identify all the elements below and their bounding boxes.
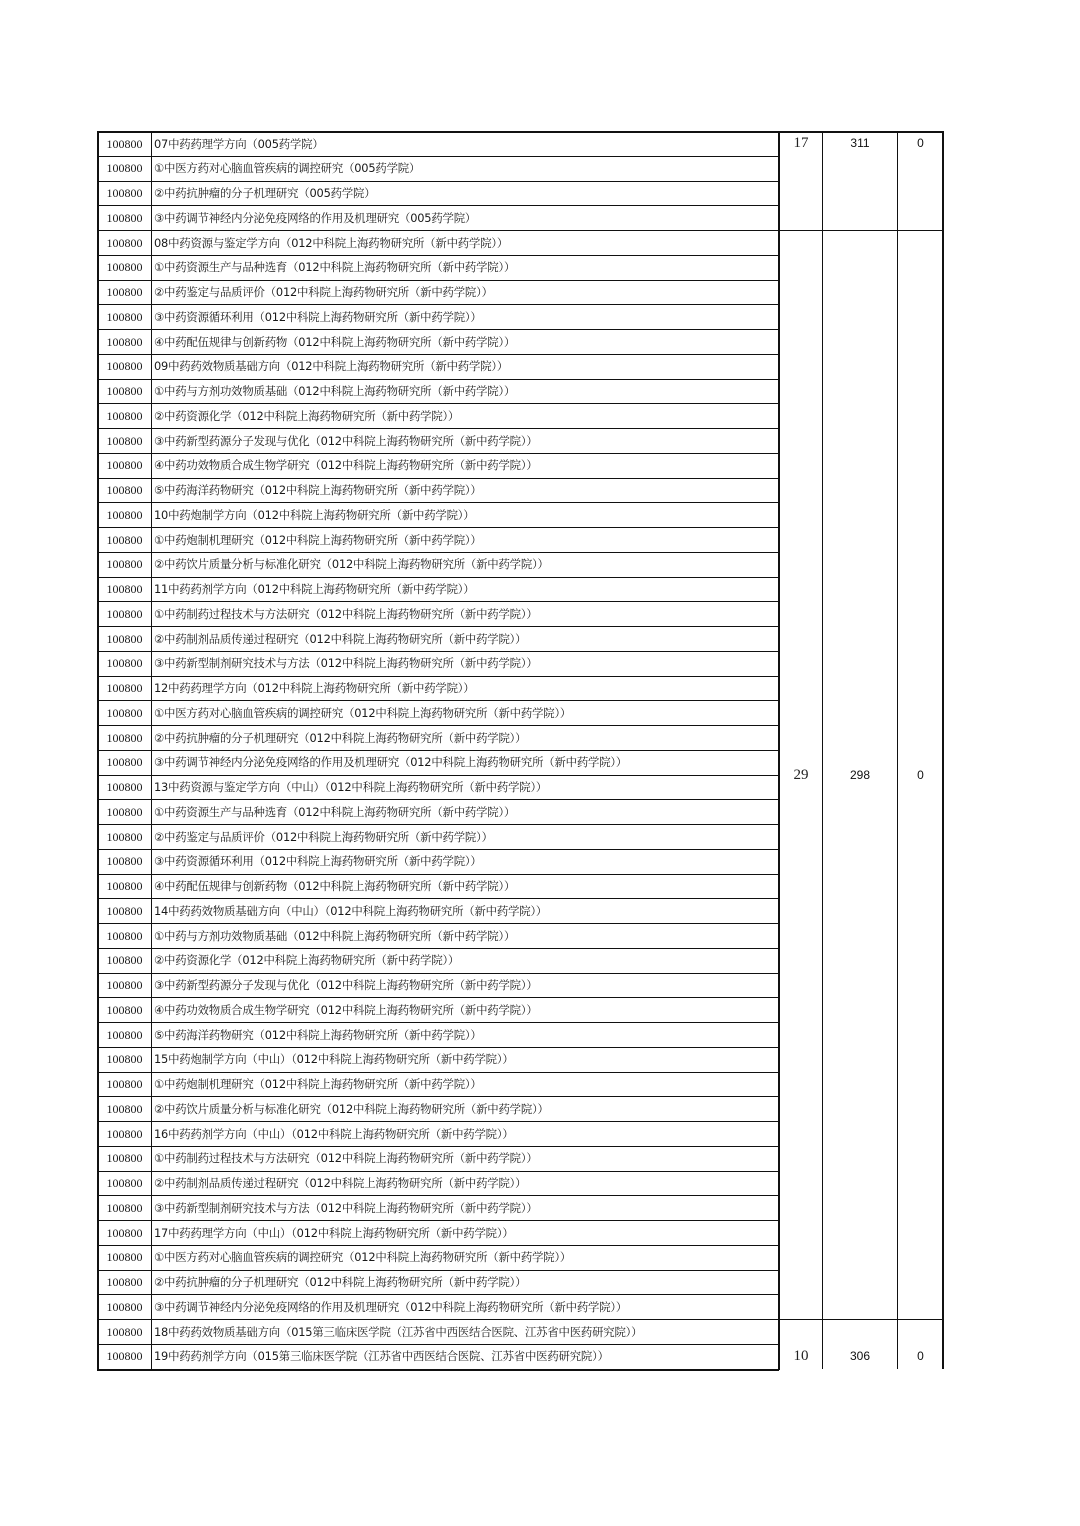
- h-gridline: [97, 1022, 779, 1023]
- h-gridline: [97, 824, 779, 825]
- h-gridline: [97, 651, 779, 652]
- table-row-name: 16中药药剂学方向（中山）（012中科院上海药物研究所（新中药学院））: [154, 1126, 514, 1141]
- table-row-code: 100800: [106, 557, 143, 572]
- table-row-code: 100800: [106, 1126, 143, 1141]
- h-gridline: [97, 1195, 779, 1196]
- table-row-name: 07中药药理学方向（005药学院）: [154, 136, 324, 151]
- table-row-code: 100800: [106, 1349, 143, 1364]
- table-row-code: 100800: [106, 507, 143, 522]
- table-row-name: ③中药新型药源分子发现与优化（012中科院上海药物研究所（新中药学院））: [154, 978, 538, 992]
- table-row-name: ①中药制药过程技术与方法研究（012中科院上海药物研究所（新中药学院））: [154, 1151, 538, 1166]
- table-row-name: ②中药鉴定与品质评价（012中科院上海药物研究所（新中药学院））: [154, 285, 493, 299]
- group-col2-value: 311: [850, 136, 870, 150]
- table-row-name: ①中药与方剂功效物质基础（012中科院上海药物研究所（新中药学院））: [154, 928, 516, 943]
- h-gridline: [97, 428, 779, 429]
- table-row-code: 100800: [106, 458, 143, 473]
- h-gridline: [97, 898, 779, 899]
- table-row-name: ④中药配伍规律与创新药物（012中科院上海药物研究所（新中药学院））: [154, 879, 516, 893]
- group-col3-value: 0: [917, 1348, 924, 1363]
- table-row-name: ③中药资源循环利用（012中科院上海药物研究所（新中药学院））: [154, 309, 482, 324]
- table-row-code: 100800: [106, 1052, 143, 1067]
- table-row-name: ①中医方药对心脑血管疾病的调控研究（012中科院上海药物研究所（新中药学院））: [154, 1250, 572, 1265]
- h-gridline: [97, 1146, 779, 1147]
- group-col1-value: 17: [793, 135, 809, 151]
- table-row-code: 100800: [106, 136, 143, 151]
- h-gridline: [97, 775, 779, 776]
- table-row-code: 100800: [106, 359, 143, 374]
- h-gridline: [97, 156, 779, 157]
- h-gridline: [779, 1319, 944, 1320]
- table-row-code: 100800: [106, 582, 143, 596]
- h-gridline: [97, 403, 779, 404]
- table-row-code: 100800: [106, 210, 143, 225]
- h-gridline: [97, 973, 779, 974]
- table-row-code: 100800: [106, 1225, 143, 1240]
- table-row-code: 100800: [106, 1299, 143, 1314]
- table-row-name: ①中医方药对心脑血管疾病的调控研究（012中科院上海药物研究所（新中药学院））: [154, 705, 572, 720]
- h-gridline: [779, 230, 944, 231]
- table-row-code: 100800: [106, 161, 143, 176]
- table-row-name: ②中药制剂品质传递过程研究（012中科院上海药物研究所（新中药学院））: [154, 1176, 527, 1190]
- table-row-name: 19中药药剂学方向（015第三临床医学院（江苏省中西医结合医院、江苏省中医药研究院））: [154, 1349, 609, 1364]
- table-row-name: ①中药资源生产与品种选育（012中科院上海药物研究所（新中药学院））: [154, 804, 516, 819]
- v-gridline: [151, 131, 152, 1370]
- table-row-code: 100800: [106, 978, 143, 992]
- h-gridline: [97, 255, 779, 256]
- table-row-code: 100800: [106, 285, 143, 299]
- table-row-code: 100800: [106, 1275, 143, 1289]
- table-row-name: 12中药药理学方向（012中科院上海药物研究所（新中药学院））: [154, 681, 475, 695]
- h-gridline: [97, 626, 779, 627]
- h-gridline: [97, 502, 779, 503]
- table-row-name: 17中药药理学方向（中山）（012中科院上海药物研究所（新中药学院））: [154, 1225, 514, 1240]
- h-gridline: [97, 379, 779, 380]
- h-gridline: [97, 1270, 779, 1271]
- v-gridline: [97, 131, 99, 1370]
- table-row-name: ④中药功效物质合成生物学研究（012中科院上海药物研究所（新中药学院））: [154, 458, 538, 473]
- h-gridline: [779, 131, 944, 133]
- h-gridline: [97, 997, 779, 998]
- table-row-name: ②中药资源化学（012中科院上海药物研究所（新中药学院））: [154, 953, 460, 968]
- h-gridline: [97, 181, 779, 182]
- table-row-code: 100800: [106, 260, 143, 275]
- table-row-name: 13中药资源与鉴定学方向（中山）（012中科院上海药物研究所（新中药学院））: [154, 780, 548, 794]
- table-row-name: ③中药新型制剂研究技术与方法（012中科院上海药物研究所（新中药学院））: [154, 1200, 538, 1215]
- h-gridline: [97, 1121, 779, 1122]
- table-row-name: ②中药抗肿瘤的分子机理研究（012中科院上海药物研究所（新中药学院））: [154, 1275, 527, 1289]
- h-gridline: [97, 1072, 779, 1073]
- table-row-name: ③中药新型药源分子发现与优化（012中科院上海药物研究所（新中药学院））: [154, 433, 538, 448]
- table-row-code: 100800: [106, 1002, 143, 1017]
- table-row-code: 100800: [106, 631, 143, 646]
- table-row-code: 100800: [106, 1101, 143, 1116]
- table-row-code: 100800: [106, 1151, 143, 1166]
- table-row-code: 100800: [106, 1077, 143, 1091]
- table-row-name: 15中药炮制学方向（中山）（012中科院上海药物研究所（新中药学院））: [154, 1052, 514, 1067]
- table-row-code: 100800: [106, 186, 143, 200]
- v-gridline: [778, 131, 780, 1370]
- table-row-name: ①中药炮制机理研究（012中科院上海药物研究所（新中药学院））: [154, 532, 482, 547]
- group-col2-value: 306: [849, 1348, 871, 1363]
- table-row-code: 100800: [106, 928, 143, 943]
- h-gridline: [97, 527, 779, 528]
- table-row-code: 100800: [106, 1200, 143, 1215]
- table-row-name: ②中药资源化学（012中科院上海药物研究所（新中药学院））: [154, 408, 460, 423]
- table-row-name: ①中药资源生产与品种选育（012中科院上海药物研究所（新中药学院））: [154, 260, 516, 275]
- table-row-code: 100800: [106, 705, 143, 720]
- table-row-code: 100800: [106, 879, 143, 893]
- table-row-code: 100800: [106, 730, 143, 745]
- table-row-code: 100800: [106, 755, 143, 770]
- table-row-name: ⑤中药海洋药物研究（012中科院上海药物研究所（新中药学院））: [154, 1027, 482, 1042]
- table-row-code: 100800: [106, 408, 143, 423]
- table-row-code: 100800: [106, 334, 143, 349]
- table-row-code: 100800: [106, 829, 143, 844]
- table-row-code: 100800: [106, 433, 143, 448]
- h-gridline: [97, 329, 779, 330]
- table-row-code: 100800: [106, 780, 143, 794]
- h-gridline: [97, 280, 779, 281]
- h-gridline: [97, 849, 779, 850]
- h-gridline: [97, 1344, 779, 1345]
- table-row-name: ②中药鉴定与品质评价（012中科院上海药物研究所（新中药学院））: [154, 829, 493, 844]
- group-col3-value: 0: [917, 767, 924, 782]
- h-gridline: [97, 552, 779, 553]
- table-row-name: 14中药药效物质基础方向（中山）（012中科院上海药物研究所（新中药学院））: [154, 903, 548, 918]
- table-row-code: 100800: [106, 1027, 143, 1042]
- table-row-code: 100800: [106, 606, 143, 621]
- h-gridline: [97, 725, 779, 726]
- table-row-code: 100800: [106, 532, 143, 547]
- h-gridline: [97, 700, 779, 701]
- table-row-name: 18中药药效物质基础方向（015第三临床医学院（江苏省中西医结合医院、江苏省中医药研究院））: [154, 1324, 643, 1339]
- h-gridline: [97, 1369, 779, 1371]
- h-gridline: [97, 799, 779, 800]
- table-row-name: 11中药药剂学方向（012中科院上海药物研究所（新中药学院））: [154, 582, 475, 596]
- table-row-name: 10中药炮制学方向（012中科院上海药物研究所（新中药学院））: [154, 507, 475, 522]
- table-row-code: 100800: [106, 903, 143, 918]
- table-row-name: ①中药炮制机理研究（012中科院上海药物研究所（新中药学院））: [154, 1077, 482, 1091]
- table-row-name: ①中药制药过程技术与方法研究（012中科院上海药物研究所（新中药学院））: [154, 606, 538, 621]
- table-row-name: ③中药新型制剂研究技术与方法（012中科院上海药物研究所（新中药学院））: [154, 656, 538, 671]
- table-row-name: ④中药功效物质合成生物学研究（012中科院上海药物研究所（新中药学院））: [154, 1002, 538, 1017]
- table-row-name: ②中药饮片质量分析与标准化研究（012中科院上海药物研究所（新中药学院））: [154, 1101, 549, 1116]
- table-row-name: ②中药制剂品质传递过程研究（012中科院上海药物研究所（新中药学院））: [154, 631, 527, 646]
- h-gridline: [97, 923, 779, 924]
- table-row-code: 100800: [106, 953, 143, 968]
- h-gridline: [97, 948, 779, 949]
- table-row-name: ①中药与方剂功效物质基础（012中科院上海药物研究所（新中药学院））: [154, 384, 516, 398]
- table-row-code: 100800: [106, 1176, 143, 1190]
- table-row-name: ⑤中药海洋药物研究（012中科院上海药物研究所（新中药学院））: [154, 483, 482, 497]
- v-gridline: [897, 131, 898, 1369]
- h-gridline: [97, 1047, 779, 1048]
- h-gridline: [97, 1319, 779, 1320]
- table-row-name: ③中药调节神经内分泌免疫网络的作用及机理研究（005药学院）: [154, 210, 477, 225]
- h-gridline: [97, 453, 779, 454]
- table-row-code: 100800: [106, 384, 143, 398]
- group-col3-value: 0: [917, 136, 924, 150]
- h-gridline: [97, 1245, 779, 1246]
- table-row-name: ③中药资源循环利用（012中科院上海药物研究所（新中药学院））: [154, 854, 482, 869]
- table-row-code: 100800: [106, 656, 143, 671]
- h-gridline: [97, 874, 779, 875]
- table-row-name: 08中药资源与鉴定学方向（012中科院上海药物研究所（新中药学院））: [154, 235, 509, 250]
- h-gridline: [97, 577, 779, 578]
- h-gridline: [97, 1294, 779, 1295]
- table-row-name: ③中药调节神经内分泌免疫网络的作用及机理研究（012中科院上海药物研究所（新中药学院））: [154, 755, 628, 770]
- v-gridline: [942, 131, 944, 1369]
- h-gridline: [97, 304, 779, 305]
- group-col1-value: 29: [793, 766, 809, 783]
- table-row-name: ①中医方药对心脑血管疾病的调控研究（005药学院）: [154, 161, 421, 176]
- h-gridline: [97, 230, 779, 231]
- table-row-code: 100800: [106, 1250, 143, 1265]
- table-row-name: ③中药调节神经内分泌免疫网络的作用及机理研究（012中科院上海药物研究所（新中药学院））: [154, 1299, 628, 1314]
- h-gridline: [97, 354, 779, 355]
- table-row-code: 100800: [106, 804, 143, 819]
- h-gridline: [97, 1171, 779, 1172]
- table-row-name: ④中药配伍规律与创新药物（012中科院上海药物研究所（新中药学院））: [154, 334, 516, 349]
- h-gridline: [97, 676, 779, 677]
- h-gridline: [97, 1220, 779, 1221]
- table-row-name: ②中药抗肿瘤的分子机理研究（012中科院上海药物研究所（新中药学院））: [154, 730, 527, 745]
- table-row-name: ②中药抗肿瘤的分子机理研究（005药学院）: [154, 186, 376, 200]
- h-gridline: [97, 750, 779, 751]
- v-gridline: [822, 131, 823, 1369]
- table-row-name: 09中药药效物质基础方向（012中科院上海药物研究所（新中药学院））: [154, 359, 509, 374]
- table-row-code: 100800: [106, 235, 143, 250]
- h-gridline: [97, 601, 779, 602]
- table-row-code: 100800: [106, 681, 143, 695]
- h-gridline: [97, 478, 779, 479]
- table-row-code: 100800: [106, 483, 143, 497]
- table-row-name: ②中药饮片质量分析与标准化研究（012中科院上海药物研究所（新中药学院））: [154, 557, 549, 572]
- h-gridline: [97, 1096, 779, 1097]
- group-col2-value: 298: [849, 767, 871, 782]
- table-row-code: 100800: [106, 854, 143, 869]
- group-col1-value: 10: [793, 1347, 809, 1364]
- table-row-code: 100800: [106, 309, 143, 324]
- table-row-code: 100800: [106, 1324, 143, 1339]
- h-gridline: [97, 131, 779, 133]
- h-gridline: [97, 205, 779, 206]
